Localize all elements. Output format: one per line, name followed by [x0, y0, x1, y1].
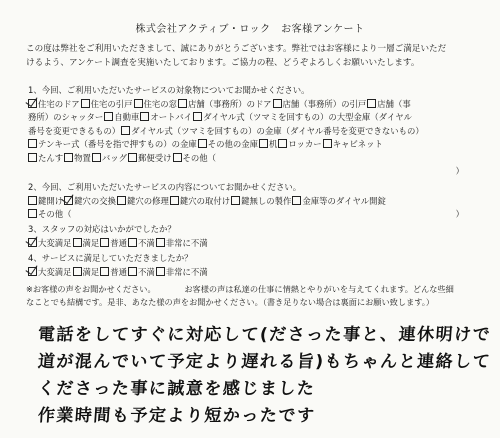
- checkbox-icon[interactable]: [28, 267, 37, 276]
- comment-prompt: [26, 283, 490, 309]
- option-label: 大変満足: [38, 237, 72, 248]
- checkbox-icon[interactable]: [173, 153, 182, 162]
- checkbox-icon[interactable]: [92, 153, 101, 162]
- checkbox-icon[interactable]: [117, 196, 126, 205]
- option-label: バッグ: [101, 152, 127, 163]
- question-1-heading: 1、今回、ご利用いただいたサービスの対象物についてお聞かせください。: [28, 85, 310, 95]
- checkbox-icon[interactable]: [28, 196, 37, 205]
- option-checkbox[interactable]: [323, 138, 383, 152]
- option-label: 店舗（事務所）の引戸: [282, 98, 367, 109]
- checkbox-icon[interactable]: [156, 267, 165, 276]
- option-label: 普通: [110, 237, 127, 248]
- checkbox-icon[interactable]: [28, 139, 37, 148]
- question-4-heading: 4、サービスに満足していただきましたか？: [28, 253, 193, 263]
- option-label: テンキー式（番号を指で押すもの）の金庫: [38, 139, 197, 149]
- option-checkbox[interactable]: [198, 138, 258, 152]
- checkbox-icon[interactable]: [128, 238, 137, 247]
- handwritten-comment-line: くださった事に誠意を感じました: [37, 379, 317, 399]
- option-checkbox[interactable]: [273, 98, 367, 112]
- option-checkbox[interactable]: [173, 152, 217, 166]
- checkbox-icon[interactable]: [121, 126, 130, 135]
- handwritten-comment-line: 作業時間も予定より短かったです: [37, 406, 317, 426]
- checkbox-icon[interactable]: [156, 238, 165, 247]
- option-checkbox[interactable]: [100, 237, 127, 251]
- option-checkbox[interactable]: [128, 266, 155, 280]
- checkbox-icon[interactable]: [28, 238, 37, 247]
- option-checkbox[interactable]: [259, 138, 277, 152]
- option-checkbox[interactable]: [128, 237, 155, 251]
- option-label: キャビネット: [332, 139, 383, 149]
- option-checkbox[interactable]: [134, 98, 178, 112]
- checkbox-icon[interactable]: [28, 99, 37, 108]
- option-checkbox[interactable]: [28, 208, 72, 222]
- option-label: ダイヤル式（ツマミを回すもの）の大型金庫（ダイヤル: [203, 112, 412, 122]
- option-label: 不満: [138, 237, 155, 248]
- option-text: 務所）のシャッター: [28, 112, 104, 122]
- checkbox-icon[interactable]: [81, 99, 90, 108]
- option-checkbox[interactable]: [156, 266, 208, 280]
- option-label: 店舗（事務所）のドア: [188, 98, 272, 109]
- checkbox-icon[interactable]: [134, 99, 143, 108]
- question-4: [28, 252, 490, 279]
- option-label: 鍵開け: [38, 195, 64, 206]
- option-label: 店舗（事: [377, 98, 411, 109]
- intro-line: けるよう、アンケート調査を実施いたしております。ご協力の程、どうぞよろしくお願いいたします。: [26, 58, 420, 68]
- option-label: 普通: [110, 266, 127, 277]
- option-checkbox[interactable]: [178, 98, 272, 112]
- checkbox-icon[interactable]: [259, 139, 268, 148]
- option-label: 机: [268, 139, 278, 149]
- question-3-options: [28, 237, 490, 251]
- option-checkbox[interactable]: [73, 237, 100, 251]
- checkbox-icon[interactable]: [28, 153, 37, 162]
- checkbox-icon[interactable]: [64, 153, 73, 162]
- option-label: 不満: [138, 266, 155, 277]
- checkbox-icon[interactable]: [140, 112, 149, 121]
- checkbox-icon[interactable]: [73, 267, 82, 276]
- intro-text: [26, 42, 486, 70]
- question-1: 1、今回、ご利用いただいたサービスの対象物についてお聞かせください。 住宅のドア 住宅の引戸 住宅の窓 店舗（事務所）のドア 店舗（事務所）の引戸 店舗（事 務所）のシャッター 自動車 オートバイ ダイヤル式（ツマミを回すもの）の大型金庫（ダイヤル 番号を変更できるもの） ダイヤル式（ツマミを回すもの）の金庫（ダイヤル番号を変更できないもの） テンキー式（番号を指で押すもの）の金庫 その他の金庫 机 ロッカー キャビネット たんす 物置 バッグ 郵便受け その他（ ）: [28, 84, 490, 165]
- option-label: たんす: [38, 152, 64, 163]
- option-label: ダイヤル式（ツマミを回すもの）の金庫（ダイヤル番号を変更できないもの）: [131, 125, 424, 136]
- option-row: [28, 237, 490, 251]
- option-label: 非常に不満: [165, 266, 208, 277]
- checkbox-icon[interactable]: [73, 238, 82, 247]
- option-label: 鍵穴の修理: [127, 195, 169, 206]
- option-row: [28, 138, 490, 152]
- option-label: その他（: [38, 209, 72, 219]
- option-row: [28, 208, 490, 222]
- option-checkbox[interactable]: [73, 266, 100, 280]
- checkbox-icon[interactable]: [193, 112, 202, 121]
- option-row: [28, 195, 490, 209]
- checkbox-icon[interactable]: [28, 209, 37, 218]
- checkbox-icon[interactable]: [231, 196, 240, 205]
- question-4-options: [28, 266, 490, 280]
- checkbox-icon[interactable]: [273, 99, 282, 108]
- option-label: その他の金庫: [207, 139, 258, 149]
- option-label: 郵便受け: [138, 152, 172, 163]
- option-label: 住宅の引戸: [90, 98, 133, 109]
- option-checkbox[interactable]: [156, 237, 208, 251]
- option-checkbox[interactable]: [121, 125, 424, 139]
- checkbox-icon[interactable]: [170, 196, 179, 205]
- checkbox-icon[interactable]: [292, 196, 301, 205]
- option-checkbox[interactable]: [92, 152, 127, 166]
- checkbox-icon[interactable]: [104, 112, 113, 121]
- option-checkbox[interactable]: [367, 98, 411, 112]
- option-checkbox[interactable]: [140, 111, 192, 125]
- option-label: 住宅のドア: [38, 98, 80, 109]
- option-row: [28, 266, 490, 280]
- option-row: [28, 125, 490, 139]
- question-2: 2、今回、ご利用いただいたサービスの内容についてお聞かせください。 鍵開け 鍵穴の交換 鍵穴の修理 鍵穴の取付け 鍵無しの製作 金庫等のダイヤル開錠 その他（ ）: [28, 181, 490, 222]
- checkbox-icon[interactable]: [367, 99, 376, 108]
- option-label: 鍵穴の交換: [74, 195, 116, 206]
- checkbox-icon[interactable]: [178, 99, 187, 108]
- option-label: オートバイ: [150, 112, 193, 122]
- checkbox-icon[interactable]: [198, 139, 207, 148]
- intro-line: この度は弊社をご利用いただきまして、誠にありがとうございます。弊社ではお客様により一層ご満足いただ: [26, 44, 447, 54]
- option-row: [28, 111, 490, 125]
- option-checkbox[interactable]: [28, 138, 197, 152]
- option-checkbox[interactable]: [64, 195, 116, 209]
- option-checkbox[interactable]: [128, 152, 172, 166]
- option-checkbox[interactable]: [28, 266, 72, 280]
- checkbox-icon[interactable]: [100, 267, 109, 276]
- checkbox-icon[interactable]: [323, 139, 332, 148]
- option-label: 鍵無しの製作: [241, 195, 292, 206]
- checkbox-icon[interactable]: [128, 267, 137, 276]
- option-checkbox[interactable]: [64, 152, 91, 166]
- option-checkbox[interactable]: [28, 195, 63, 209]
- option-row: [28, 152, 490, 166]
- survey-title: 株式会社アクティブ・ロック お客様アンケート: [135, 24, 365, 35]
- option-text: 番号を変更できるもの）: [28, 125, 121, 136]
- option-label: 満足: [82, 237, 100, 248]
- question-3: [28, 223, 490, 250]
- option-checkbox[interactable]: [28, 152, 63, 166]
- question-1-options: [28, 98, 490, 166]
- checkbox-icon[interactable]: [128, 153, 137, 162]
- option-label: 非常に不満: [165, 237, 208, 248]
- option-checkbox[interactable]: [28, 237, 72, 251]
- question-2-options: [28, 195, 490, 222]
- option-checkbox[interactable]: [231, 195, 291, 209]
- option-checkbox[interactable]: [100, 266, 127, 280]
- option-checkbox[interactable]: [81, 98, 133, 112]
- option-label: 住宅の窓: [143, 98, 177, 109]
- option-label: 大変満足: [38, 266, 72, 277]
- handwritten-comment-line: 電話をしてすぐに対応して(ださった事と、連休明けで: [37, 325, 492, 345]
- comment-prompt-line: なことでも結構です。是非、あなた様の声をお聞かせください。（書き足りない場合は裏面にお願い致します。）: [26, 297, 435, 307]
- option-checkbox[interactable]: [278, 138, 321, 152]
- option-label: 鍵穴の取付け: [179, 195, 231, 206]
- option-row: [28, 98, 490, 112]
- comment-prompt-line: ※お客様の声をお聞かせください。 お客様の声は私達の仕事に情熱とやりがいを与えてくれます。どんな些細: [26, 284, 454, 294]
- option-checkbox[interactable]: [117, 195, 169, 209]
- checkbox-icon[interactable]: [64, 196, 73, 205]
- option-checkbox[interactable]: [28, 98, 80, 112]
- question-3-heading: 3、スタッフの対応はいかがでしたか？: [28, 224, 176, 234]
- option-checkbox[interactable]: [193, 111, 412, 125]
- option-label: 金庫等のダイヤル開錠: [302, 195, 386, 206]
- option-checkbox[interactable]: [170, 195, 230, 209]
- checkbox-icon[interactable]: [100, 238, 109, 247]
- option-label: その他（: [182, 152, 216, 163]
- question-2-heading: 2、今回、ご利用いただいたサービスの内容についてお聞かせください。: [28, 182, 302, 192]
- option-label: ロッカー: [288, 139, 322, 149]
- checkbox-icon[interactable]: [278, 139, 287, 148]
- option-label: 物置: [74, 152, 91, 163]
- option-label: 自動車: [114, 112, 140, 122]
- option-checkbox[interactable]: [104, 111, 139, 125]
- option-label: 満足: [82, 266, 100, 277]
- option-checkbox[interactable]: [292, 195, 386, 209]
- handwritten-comment-line: 道が混んでいて予定より遅れる旨)もちゃんと連絡して: [37, 352, 492, 372]
